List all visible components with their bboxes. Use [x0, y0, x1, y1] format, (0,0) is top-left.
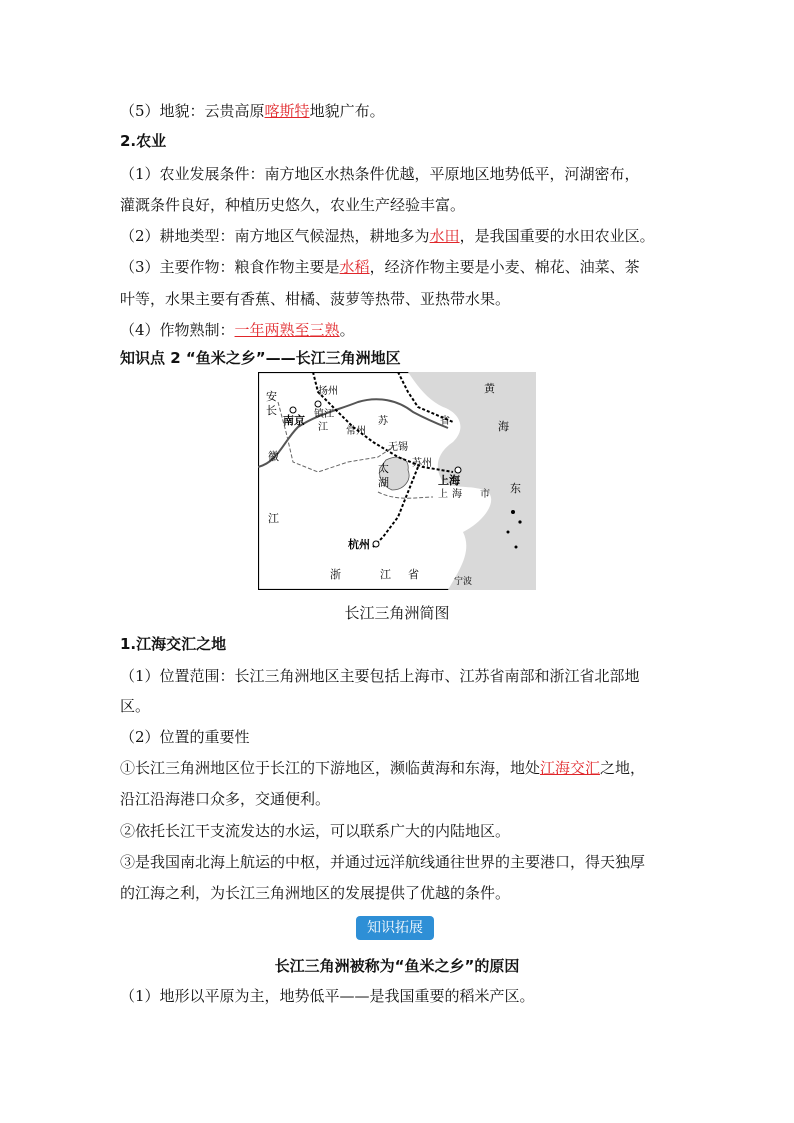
text-segment: ，经济作物主要是小麦、棉花、油菜、茶 [369, 258, 640, 276]
map-label: 扬州 [318, 386, 338, 397]
highlight-term: 江海交汇 [540, 759, 601, 777]
text-segment: （3）主要作物：粮食作物主要是 [120, 258, 340, 276]
map-label: 江 [268, 512, 279, 525]
text-line [120, 757, 680, 779]
text-segment: ，是我国重要的水田农业区。 [459, 227, 655, 245]
map-label: 镇江 [314, 409, 334, 420]
subsection-title: 长江三角洲被称为“鱼米之乡”的原因 [274, 957, 520, 975]
text-segment: 之地， [600, 759, 646, 777]
section-heading: 1.江海交汇之地 [120, 635, 227, 653]
map-label: 苏 [378, 416, 388, 427]
text-segment: （4）作物熟制： [120, 321, 235, 339]
text-line: 的江海之利，为长江三角洲地区的发展提供了优越的条件。 [120, 884, 511, 902]
map-label: 省 [440, 416, 450, 427]
text-line [120, 256, 680, 278]
map-label: 江 [380, 568, 391, 581]
map-label: 省 [408, 568, 419, 581]
highlight-term: 喀斯特 [264, 102, 310, 120]
text-segment: （5）地貌：云贵高原 [120, 102, 265, 120]
map-label: 黄 [484, 382, 495, 395]
text-line: （2）位置的重要性 [120, 728, 250, 746]
highlight-term: 一年两熟至三熟 [234, 321, 340, 339]
text-line: （1）农业发展条件：南方地区水热条件优越，平原地区地势低平，河湖密布， [120, 165, 640, 183]
map-label: 上 [438, 489, 448, 500]
yangtze-delta-map [258, 372, 536, 590]
text-line: ③是我国南北海上航运的中枢，并通过远洋航线通往世界的主要港口，得天独厚 [120, 853, 646, 871]
map-label: 无锡 [388, 442, 408, 453]
map-label: 浙 [330, 568, 341, 581]
text-line: （1）位置范围：长江三角洲地区主要包括上海市、江苏省南部和浙江省北部地 [120, 667, 640, 685]
map-label: 宁波 [454, 577, 473, 587]
map-label: 常州 [346, 426, 366, 437]
map-label: 太 [378, 462, 389, 475]
map-label: 安 [266, 390, 277, 403]
text-line: ②依托长江干支流发达的水运，可以联系广大的内陆地区。 [120, 822, 511, 840]
map-label: 市 [480, 489, 490, 500]
text-line: 叶等，水果主要有香蕉、柑橘、菠萝等热带、亚热带水果。 [120, 290, 511, 308]
text-segment: ①长江三角洲地区位于长江的下游地区，濒临黄海和东海，地处 [120, 759, 541, 777]
text-line: 区。 [120, 697, 151, 715]
knowledge-extension-badge: 知识拓展 [356, 916, 434, 940]
highlight-term: 水田 [429, 227, 460, 245]
section-heading: 2.农业 [120, 132, 167, 150]
section-heading: 知识点 2 “鱼米之乡”——长江三角洲地区 [120, 349, 401, 367]
map-label: 南京 [283, 414, 305, 427]
map-label: 东 [510, 482, 521, 495]
map-label: 徽 [268, 450, 279, 463]
map-label: 海 [452, 489, 462, 500]
map-label: 苏州 [412, 458, 432, 469]
map-label: 上海 [438, 474, 460, 487]
map-label: 长 [266, 404, 277, 417]
text-line [120, 225, 680, 247]
text-line: （1）地形以平原为主，地势低平——是我国重要的稻米产区。 [120, 987, 535, 1005]
text-segment: 。 [339, 321, 355, 339]
map-caption: 长江三角洲简图 [344, 604, 450, 622]
text-segment: （2）耕地类型：南方地区气候湿热，耕地多为 [120, 227, 430, 245]
map-label: 杭州 [348, 538, 370, 551]
text-line: 沿江沿海港口众多，交通便利。 [120, 790, 331, 808]
highlight-term: 水稻 [339, 258, 370, 276]
text-line: 灌溉条件良好，种植历史悠久，农业生产经验丰富。 [120, 196, 466, 214]
text-segment: 地貌广布。 [309, 102, 385, 120]
map-label: 江 [318, 422, 328, 433]
text-line [120, 100, 680, 122]
text-line [120, 319, 680, 341]
map-label: 海 [498, 420, 509, 433]
map-label: 湖 [378, 476, 389, 489]
